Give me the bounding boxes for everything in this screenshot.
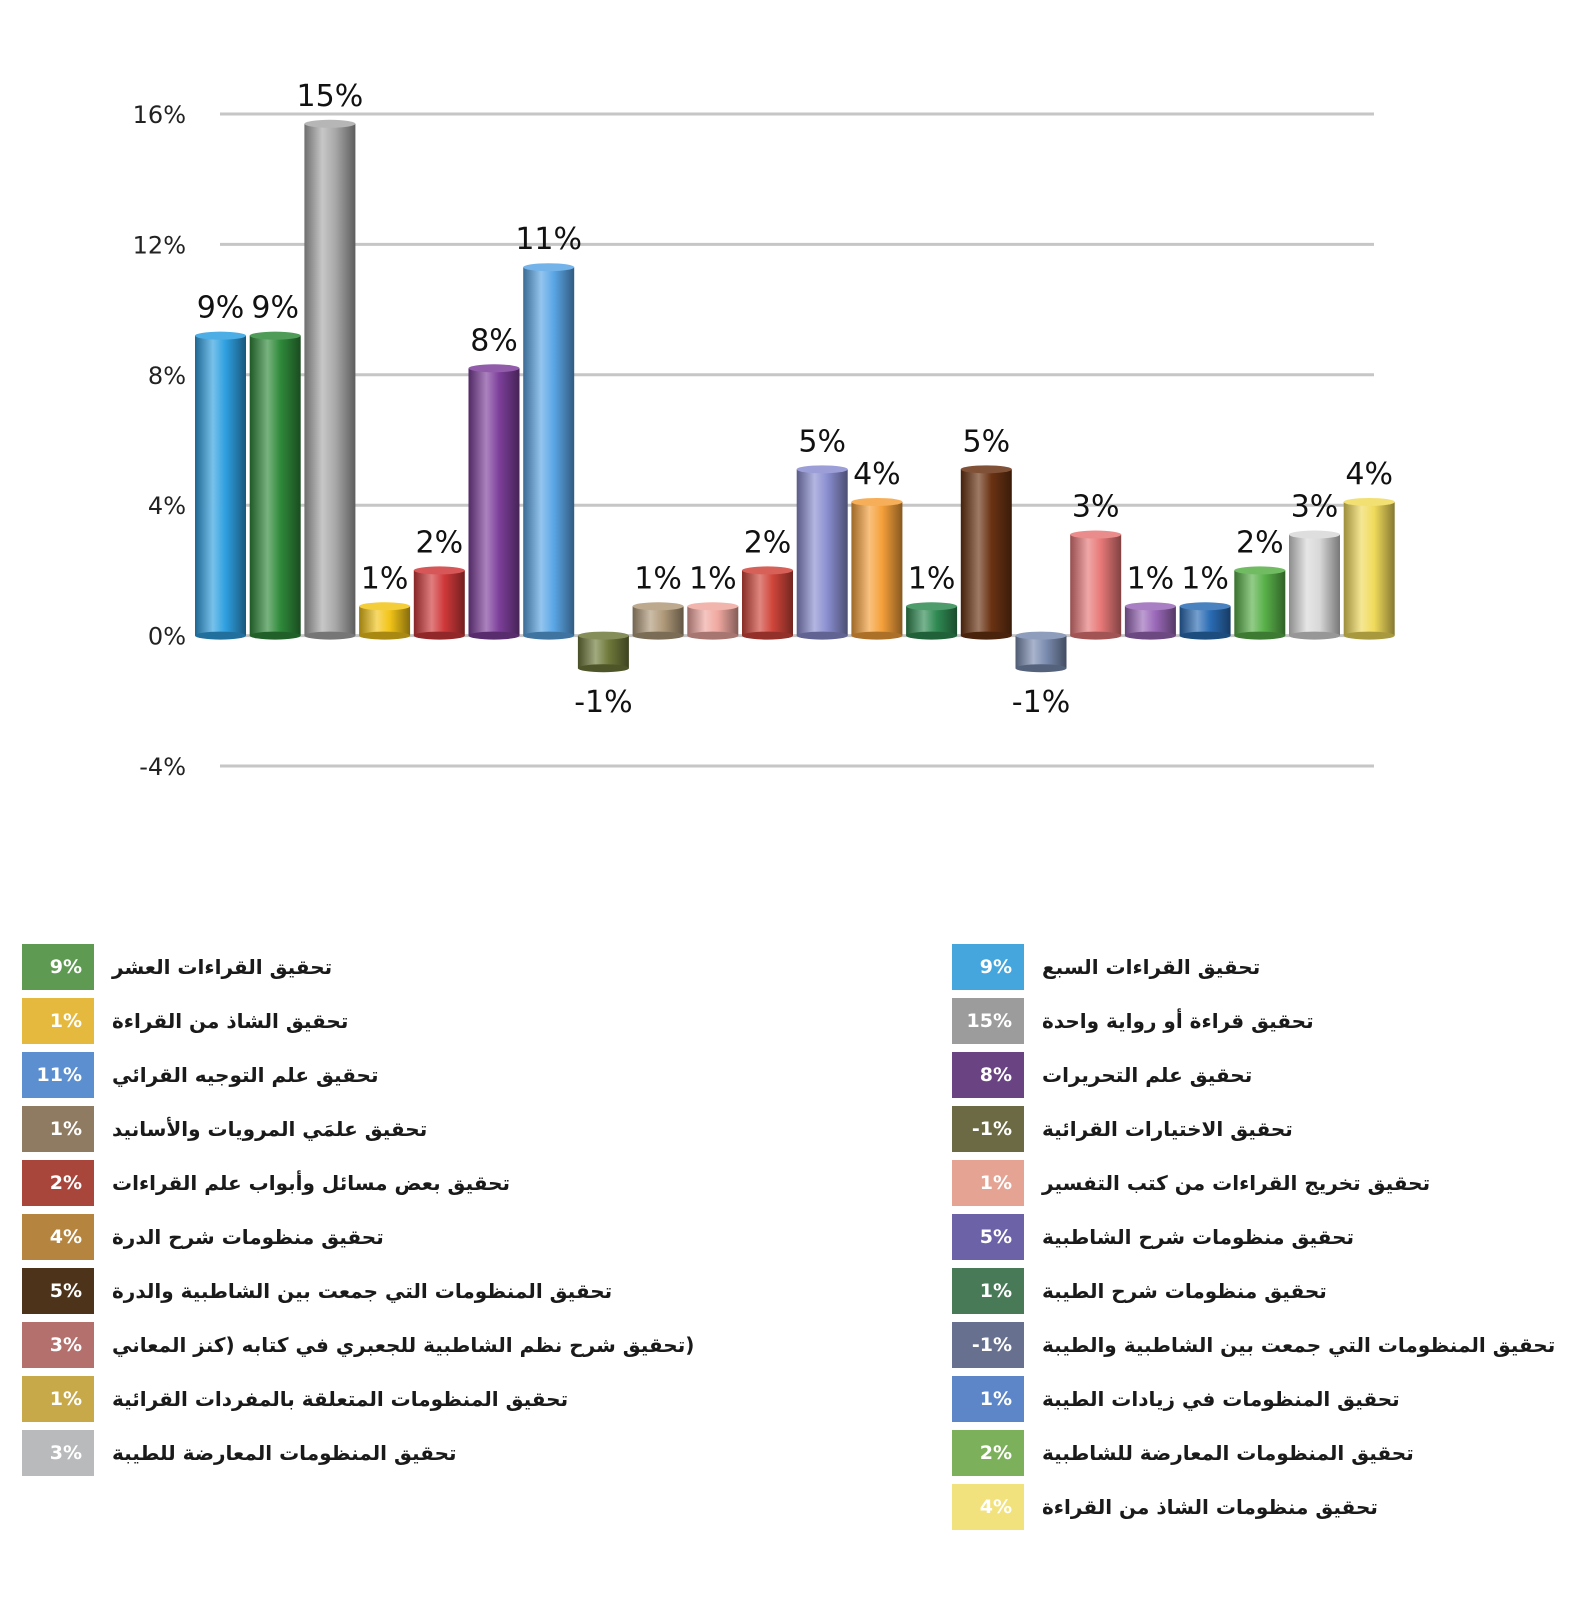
- bar-cap: [961, 465, 1012, 473]
- data-label: 5%: [798, 424, 846, 460]
- bar-body: [250, 336, 301, 636]
- legend-swatch: 9%: [952, 944, 1024, 990]
- bar-base: [250, 632, 301, 640]
- bar-cap: [906, 602, 957, 610]
- legend-item: [952, 1048, 1572, 1102]
- data-label: 15%: [296, 78, 364, 114]
- legend-swatch: -1%: [952, 1106, 1024, 1152]
- y-tick-label: 0%: [147, 622, 186, 651]
- bar-body: [414, 570, 465, 635]
- legend-swatch: 5%: [952, 1214, 1024, 1260]
- legend-item: [22, 1102, 722, 1156]
- legend-label: تحقيق الاختيارات القرائية: [1042, 1117, 1293, 1141]
- bar-cap: [359, 602, 410, 610]
- bar-base: [523, 632, 574, 640]
- legend-label: تحقيق المنظومات المعارضة للشاطبية: [1042, 1441, 1414, 1465]
- bar-body: [304, 124, 355, 636]
- bar-cap: [1234, 566, 1285, 574]
- legend-swatch: 9%: [22, 944, 94, 990]
- y-tick-label: -4%: [139, 753, 186, 781]
- bar-body: [906, 606, 957, 635]
- bar-cap: [1180, 602, 1231, 610]
- bar: [633, 602, 684, 639]
- data-label: 9%: [196, 290, 245, 326]
- bar-body: [961, 469, 1012, 635]
- data-label: -1%: [1011, 685, 1071, 721]
- bar-base: [1125, 632, 1176, 640]
- bar-cap: [797, 465, 848, 473]
- bar: [250, 332, 301, 640]
- legend-item: [952, 1426, 1572, 1480]
- legend-item: [22, 1318, 722, 1372]
- data-label: 1%: [689, 561, 737, 597]
- bar-base: [304, 632, 355, 640]
- legend-swatch: 2%: [22, 1160, 94, 1206]
- bar-cap: [1016, 632, 1067, 640]
- bar: [906, 602, 957, 639]
- bar: [1125, 602, 1176, 639]
- data-label: 5%: [962, 424, 1011, 460]
- data-label: 2%: [1236, 525, 1284, 561]
- data-label: 1%: [360, 561, 409, 597]
- legend-swatch: 1%: [952, 1268, 1024, 1314]
- legend-label: تحقيق منظومات شرح الطيبة: [1042, 1279, 1327, 1303]
- bar-body: [1070, 535, 1121, 636]
- bar: [1234, 566, 1285, 639]
- legend-item: [22, 940, 722, 994]
- bar-base: [797, 632, 848, 640]
- data-label: 1%: [907, 561, 956, 597]
- legend-swatch: 4%: [22, 1214, 94, 1260]
- legend-label: تحقيق المنظومات المعارضة للطيبة: [112, 1441, 457, 1465]
- legend-item: [952, 994, 1572, 1048]
- legend-item: [22, 1264, 722, 1318]
- bar-body: [797, 469, 848, 635]
- bar-base: [961, 632, 1012, 640]
- legend-item: [22, 1210, 722, 1264]
- data-label: 3%: [1071, 489, 1120, 525]
- legend-label: تحقيق المنظومات في زيادات الطيبة: [1042, 1387, 1400, 1411]
- legend-item: [952, 1102, 1572, 1156]
- bar-body: [578, 636, 629, 669]
- bar: [1289, 531, 1340, 640]
- legend-swatch: 2%: [952, 1430, 1024, 1476]
- legend-label: تحقيق منظومات شرح الشاطبية: [1042, 1225, 1355, 1249]
- legend-swatch: 1%: [22, 998, 94, 1044]
- y-tick-label: 12%: [132, 231, 186, 260]
- bar-body: [469, 368, 520, 635]
- bar-cap: [578, 632, 629, 640]
- bar: [1016, 632, 1067, 673]
- bar-body: [633, 606, 684, 635]
- data-label: 1%: [1181, 561, 1229, 597]
- bar: [1180, 602, 1231, 639]
- bar-body: [687, 606, 738, 635]
- legend-label: تحقيق منظومات الشاذ من القراءة: [1042, 1495, 1378, 1519]
- bar: [359, 602, 410, 639]
- bar-base: [687, 632, 738, 640]
- bar-base: [633, 632, 684, 640]
- bar-cap: [1344, 498, 1395, 506]
- bar: [797, 465, 848, 639]
- bar: [961, 465, 1012, 639]
- legend-label: (تحقيق شرح نظم الشاطبية للجعبري في كتابه (كنز المعاني: [112, 1333, 695, 1357]
- bar-body: [1234, 570, 1285, 635]
- legend-item: [952, 940, 1572, 994]
- bar-cap: [1070, 531, 1121, 539]
- bar-base: [1070, 632, 1121, 640]
- bar: [414, 566, 465, 639]
- legend-item: [22, 994, 722, 1048]
- legend-item: [952, 1372, 1572, 1426]
- bar: [1344, 498, 1395, 640]
- data-label: 11%: [515, 222, 583, 258]
- data-label: 2%: [743, 525, 792, 561]
- legend-label: تحقيق منظومات شرح الدرة: [112, 1225, 384, 1249]
- legend-label: تحقيق تخريج القراءات من كتب التفسير: [1042, 1171, 1431, 1195]
- data-label: 2%: [415, 525, 464, 561]
- legend-swatch: 8%: [952, 1052, 1024, 1098]
- data-label: 3%: [1290, 489, 1339, 525]
- legend-label: تحقيق القراءات العشر: [112, 955, 333, 979]
- y-tick-label: 16%: [132, 101, 186, 129]
- bar-body: [1180, 606, 1231, 635]
- bar-base: [1344, 632, 1395, 640]
- legend-label: تحقيق بعض مسائل وأبواب علم القراءات: [112, 1171, 511, 1195]
- bar-cap: [250, 332, 301, 340]
- legend-swatch: 3%: [22, 1430, 94, 1476]
- bar: [1070, 531, 1121, 640]
- bar: [304, 120, 355, 640]
- legend-swatch: 5%: [22, 1268, 94, 1314]
- legend-item: [22, 1372, 722, 1426]
- bar-cap: [523, 263, 574, 271]
- legend-item: [952, 1264, 1572, 1318]
- legend-item: [952, 1156, 1572, 1210]
- bar-base: [469, 632, 520, 640]
- bar-cap: [851, 498, 902, 506]
- legend-item: [952, 1318, 1572, 1372]
- bar-cap: [304, 120, 355, 128]
- bar-cap: [469, 364, 520, 372]
- legend-swatch: 15%: [952, 998, 1024, 1044]
- bar-base: [195, 632, 246, 640]
- bar-base: [414, 632, 465, 640]
- legend-label: تحقيق الشاذ من القراءة: [112, 1009, 349, 1033]
- bar: [195, 332, 246, 640]
- data-label: 9%: [251, 290, 299, 326]
- bar-base: [851, 632, 902, 640]
- bar-body: [1016, 636, 1067, 669]
- bar-body: [1125, 606, 1176, 635]
- legend-label: تحقيق القراءات السبع: [1042, 955, 1261, 979]
- legend-swatch: 4%: [952, 1484, 1024, 1530]
- bar-cap: [414, 566, 465, 574]
- legend-swatch: 1%: [952, 1160, 1024, 1206]
- data-label: 4%: [853, 456, 901, 492]
- legend-label: تحقيق علم التحريرات: [1042, 1063, 1253, 1087]
- legend-label: تحقيق قراءة أو رواية واحدة: [1042, 1009, 1314, 1033]
- legend-item: [952, 1210, 1572, 1264]
- legend-label: تحقيق المنظومات المتعلقة بالمفردات القرائية: [112, 1387, 569, 1411]
- bar-base: [906, 632, 957, 640]
- y-tick-label: 4%: [147, 492, 186, 521]
- bar: [578, 632, 629, 673]
- bar-body: [359, 606, 410, 635]
- bar-body: [195, 336, 246, 636]
- legend-swatch: 11%: [22, 1052, 94, 1098]
- data-label: 1%: [634, 561, 682, 597]
- bar: [742, 566, 793, 639]
- bar-body: [851, 502, 902, 636]
- bar-body: [1344, 502, 1395, 636]
- legend-swatch: 1%: [952, 1376, 1024, 1422]
- bar-cap: [633, 602, 684, 610]
- bar: [523, 263, 574, 639]
- bar-cap: [195, 332, 246, 340]
- bar-cap: [1289, 531, 1340, 539]
- legend-label: تحقيق علمَي المرويات والأسانيد: [112, 1117, 428, 1141]
- bar-base: [578, 664, 629, 672]
- legend-item: [952, 1480, 1572, 1534]
- legend-swatch: 1%: [22, 1106, 94, 1152]
- bar-base: [1234, 632, 1285, 640]
- legend-swatch: 1%: [22, 1376, 94, 1422]
- legend-item: [22, 1426, 722, 1480]
- bar: [469, 364, 520, 639]
- bar-cap: [1125, 602, 1176, 610]
- legend-swatch: 3%: [22, 1322, 94, 1368]
- bar-base: [1016, 664, 1067, 672]
- legend-label: تحقيق المنظومات التي جمعت بين الشاطبية والطيبة: [1042, 1333, 1556, 1357]
- legend-item: [22, 1156, 722, 1210]
- legend-right-column: [952, 940, 1572, 1534]
- bar-body: [742, 570, 793, 635]
- data-label: -1%: [574, 685, 633, 721]
- bar-cap: [742, 566, 793, 574]
- legend-label: تحقيق المنظومات التي جمعت بين الشاطبية والدرة: [112, 1279, 613, 1303]
- legend-left-column: [22, 940, 722, 1480]
- bar-base: [742, 632, 793, 640]
- bar-cap: [687, 602, 738, 610]
- data-label: 1%: [1126, 561, 1175, 597]
- legend-label: تحقيق علم التوجيه القرائي: [112, 1063, 379, 1087]
- bar: [851, 498, 902, 640]
- bar-body: [1289, 535, 1340, 636]
- bar-base: [1180, 632, 1231, 640]
- bar: [687, 602, 738, 639]
- y-tick-label: 8%: [147, 361, 186, 390]
- data-label: 4%: [1345, 456, 1393, 492]
- data-label: 8%: [470, 323, 518, 359]
- bar-base: [359, 632, 410, 640]
- legend-swatch: -1%: [952, 1322, 1024, 1368]
- bar-body: [523, 267, 574, 635]
- bar-base: [1289, 632, 1340, 640]
- legend-item: [22, 1048, 722, 1102]
